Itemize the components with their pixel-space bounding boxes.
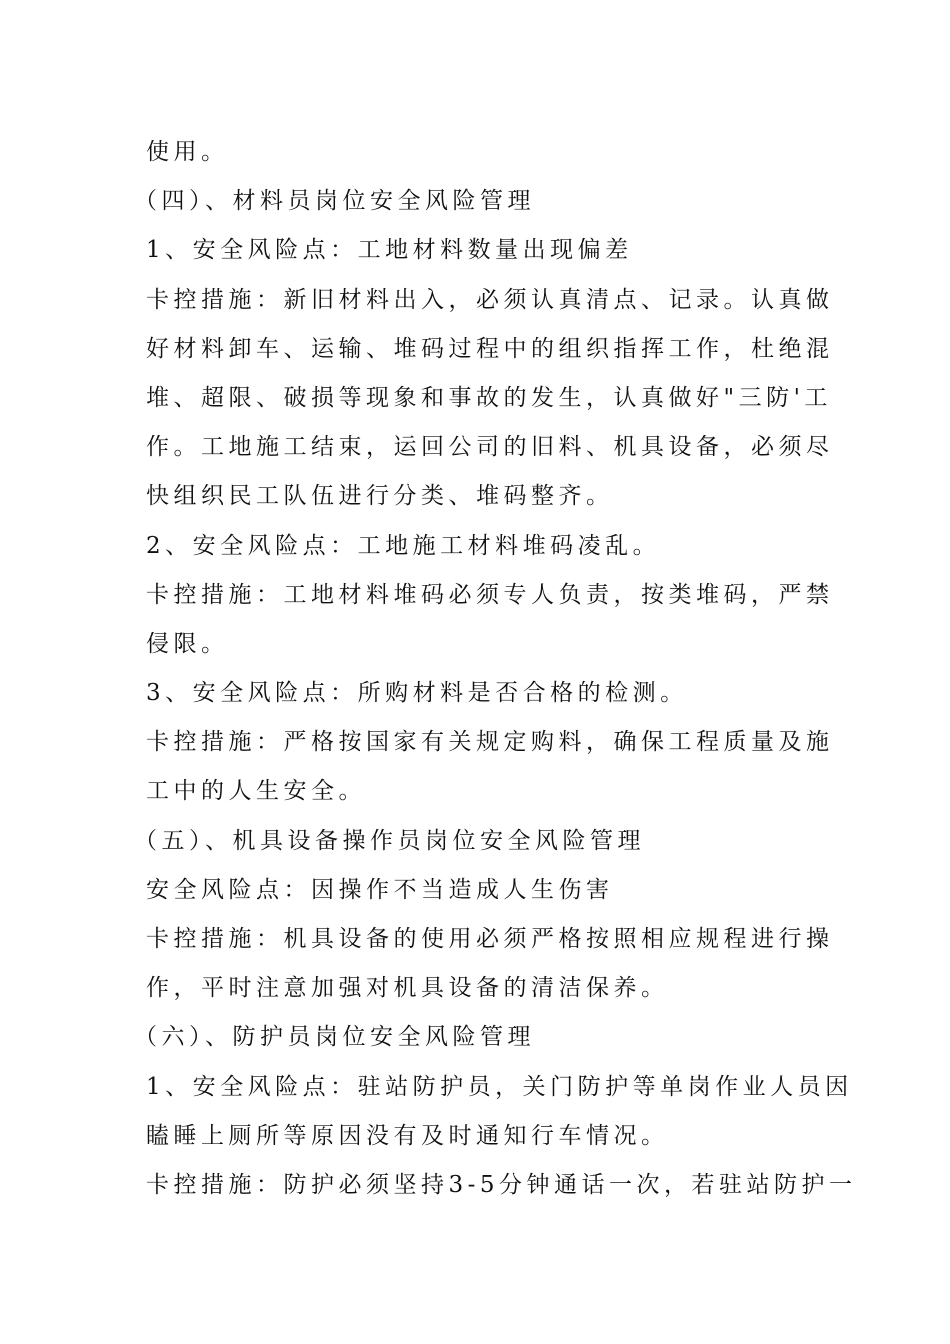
text-line: 堆、超限、破损等现象和事故的发生，认真做好"三防'工 [146, 384, 832, 411]
section-heading: （六）、防护员岗位安全风险管理 [134, 1024, 535, 1051]
text-line: 作。工地施工结束，运回公司的旧料、机具设备，必须尽 [146, 434, 834, 461]
section-heading: （五）、机具设备操作员岗位安全风险管理 [134, 827, 645, 854]
text-line: 2、安全风险点：工地施工材料堆码凌乱。 [146, 532, 661, 559]
text-line: 卡控措施：新旧材料出入，必须认真清点、记录。认真做 [146, 286, 834, 313]
text-line: 1、安全风险点：工地材料数量出现偏差 [146, 237, 633, 264]
text-line: 瞌睡上厕所等原因没有及时通知行车情况。 [146, 1122, 669, 1149]
text-line: 使用。 [146, 139, 229, 165]
text-line: 快组织民工队伍进行分类、堆码整齐。 [146, 483, 614, 510]
section-heading: （四）、材料员岗位安全风险管理 [134, 188, 535, 215]
text-line: 安全风险点：因操作不当造成人生伤害 [146, 876, 614, 903]
text-line: 卡控措施：防护必须坚持3-5分钟通话一次，若驻站防护一 [146, 1171, 857, 1198]
text-line: 好材料卸车、运输、堆码过程中的组织指挥工作，杜绝混 [146, 335, 834, 362]
text-line: 卡控措施：机具设备的使用必须严格按照相应规程进行操 [146, 926, 834, 952]
text-line: 1、安全风险点：驻站防护员，关门防护等单岗作业人员因 [146, 1073, 853, 1100]
text-line: 卡控措施：工地材料堆码必须专人负责，按类堆码，严禁 [146, 581, 834, 608]
document-body [134, 128, 857, 1210]
text-line: 3、安全风险点：所购材料是否合格的检测。 [146, 680, 688, 707]
text-line: 工中的人生安全。 [146, 778, 366, 805]
text-line: 卡控措施：严格按国家有关规定购料，确保工程质量及施 [146, 729, 834, 756]
text-line: 侵限。 [146, 630, 229, 657]
text-line: 作，平时注意加强对机具设备的清洁保养。 [146, 975, 669, 1002]
